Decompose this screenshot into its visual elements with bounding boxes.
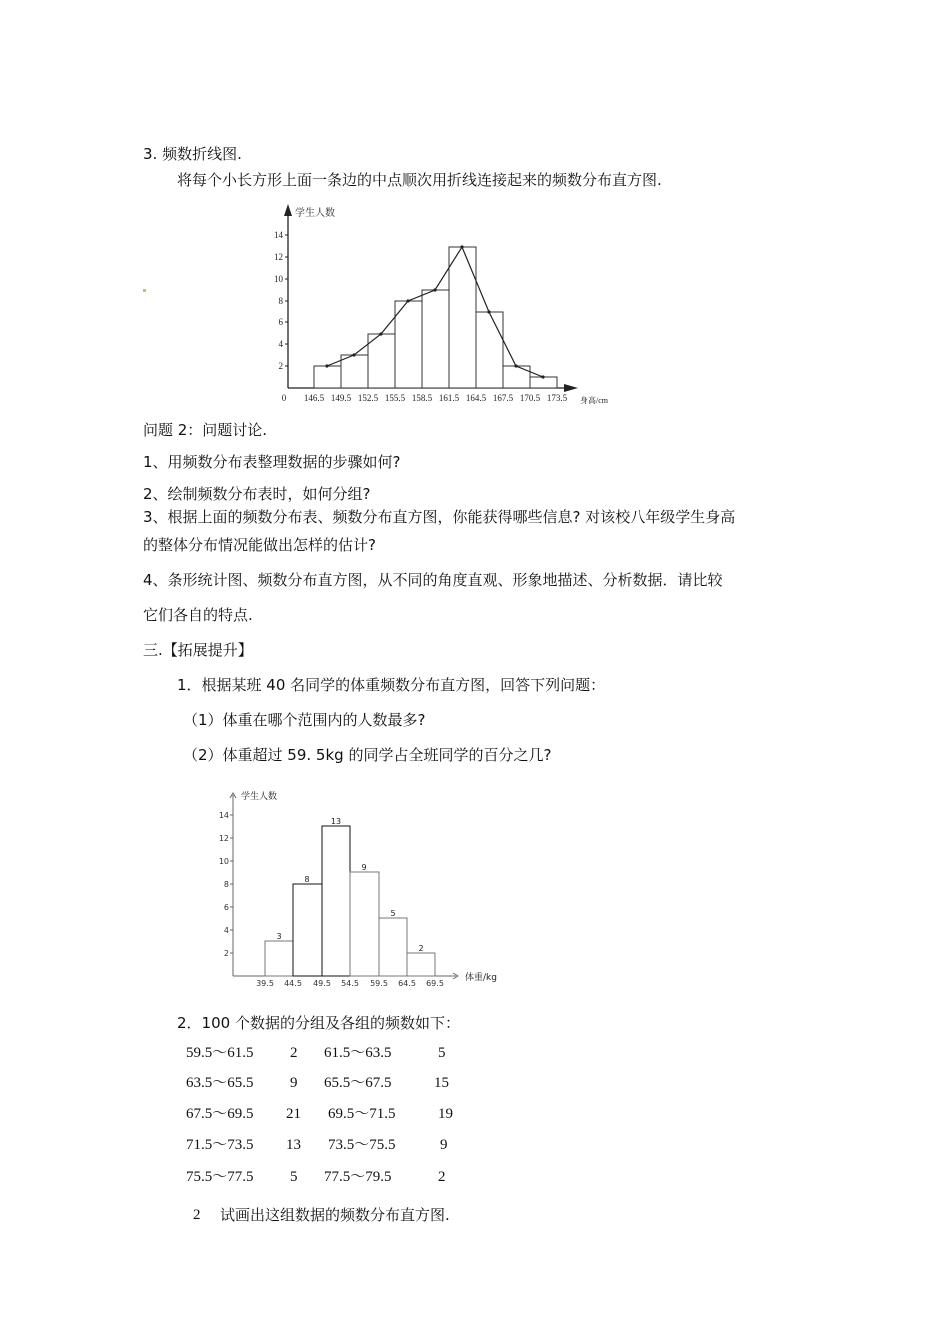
- svg-text:14: 14: [218, 811, 229, 820]
- svg-text:9: 9: [361, 863, 367, 872]
- svg-text:体重/kg: 体重/kg: [465, 973, 497, 983]
- svg-text:2: 2: [223, 949, 229, 958]
- svg-text:170.5: 170.5: [519, 393, 541, 403]
- svg-text:152.5: 152.5: [357, 393, 379, 403]
- svg-text:4: 4: [223, 926, 229, 935]
- svg-text:149.5: 149.5: [330, 393, 352, 403]
- weight-histogram-chart: [210, 780, 520, 990]
- exercise-1-sub-2: （2）体重超过 59. 5kg 的同学占全班同学的百分之几?: [183, 746, 552, 764]
- exercise-1: 1．根据某班 40 名同学的体重频数分布直方图，回答下列问题：: [177, 676, 606, 694]
- discussion-item-2: 2、绘制频数分布表时，如何分组?: [143, 485, 371, 503]
- svg-text:161.5: 161.5: [438, 393, 460, 403]
- svg-text:59.5: 59.5: [370, 979, 388, 988]
- svg-text:3: 3: [276, 932, 282, 941]
- svg-text:39.5: 39.5: [256, 979, 274, 988]
- svg-text:6: 6: [223, 903, 229, 912]
- svg-text:6: 6: [278, 317, 283, 327]
- stray-mark: [143, 289, 146, 292]
- svg-text:10: 10: [218, 857, 229, 866]
- svg-text:54.5: 54.5: [341, 979, 359, 988]
- discussion-item-1: 1、用频数分布表整理数据的步骤如何?: [143, 453, 401, 471]
- svg-text:2: 2: [418, 944, 424, 953]
- y-axis-label: 学生人数: [295, 208, 335, 219]
- svg-text:49.5: 49.5: [313, 979, 331, 988]
- exercise-2: 2．100 个数据的分组及各组的频数如下：: [177, 1014, 460, 1032]
- height-histogram-chart: [270, 200, 630, 410]
- svg-text:69.5: 69.5: [426, 979, 444, 988]
- svg-text:14: 14: [274, 230, 283, 240]
- task-text: 试画出这组数据的频数分布直方图.: [220, 1206, 450, 1224]
- svg-text:146.5: 146.5: [303, 393, 325, 403]
- svg-text:12: 12: [274, 252, 283, 262]
- svg-text:0: 0: [281, 393, 287, 403]
- svg-text:8: 8: [304, 875, 310, 884]
- svg-text:8: 8: [223, 880, 229, 889]
- discussion-item-4-cont: 它们各自的特点.: [143, 606, 253, 624]
- svg-text:8: 8: [278, 296, 283, 306]
- svg-text:158.5: 158.5: [411, 393, 433, 403]
- svg-text:155.5: 155.5: [384, 393, 406, 403]
- svg-text:167.5: 167.5: [492, 393, 514, 403]
- svg-text:164.5: 164.5: [465, 393, 487, 403]
- section-heading: 3. 频数折线图.: [143, 145, 242, 163]
- svg-text:4: 4: [278, 339, 283, 349]
- task-number: 2: [193, 1207, 201, 1223]
- x-axis-label: 身高/cm: [580, 396, 608, 405]
- svg-text:44.5: 44.5: [284, 979, 302, 988]
- svg-text:173.5: 173.5: [546, 393, 568, 403]
- discussion-item-3-cont: 的整体分布情况能做出怎样的估计?: [143, 536, 376, 554]
- definition-text: 将每个小长方形上面一条边的中点顺次用折线连接起来的频数分布直方图.: [177, 171, 662, 189]
- exercise-1-sub-1: （1）体重在哪个范围内的人数最多?: [183, 711, 426, 729]
- part3-heading: 三.【拓展提升】: [143, 641, 253, 659]
- discussion-title: 问题 2：问题讨论.: [143, 421, 268, 439]
- svg-text:5: 5: [390, 909, 396, 918]
- discussion-item-4: 4、条形统计图、频数分布直方图，从不同的角度直观、形象地描述、分析数据．请比较: [143, 571, 723, 589]
- svg-text:12: 12: [218, 834, 229, 843]
- svg-text:2: 2: [278, 361, 283, 371]
- svg-text:学生人数: 学生人数: [241, 792, 278, 802]
- discussion-item-3: 3、根据上面的频数分布表、频数分布直方图，你能获得哪些信息? 对该校八年级学生身高: [143, 508, 736, 526]
- svg-text:10: 10: [274, 274, 283, 284]
- svg-text:64.5: 64.5: [398, 979, 416, 988]
- svg-text:13: 13: [330, 817, 342, 826]
